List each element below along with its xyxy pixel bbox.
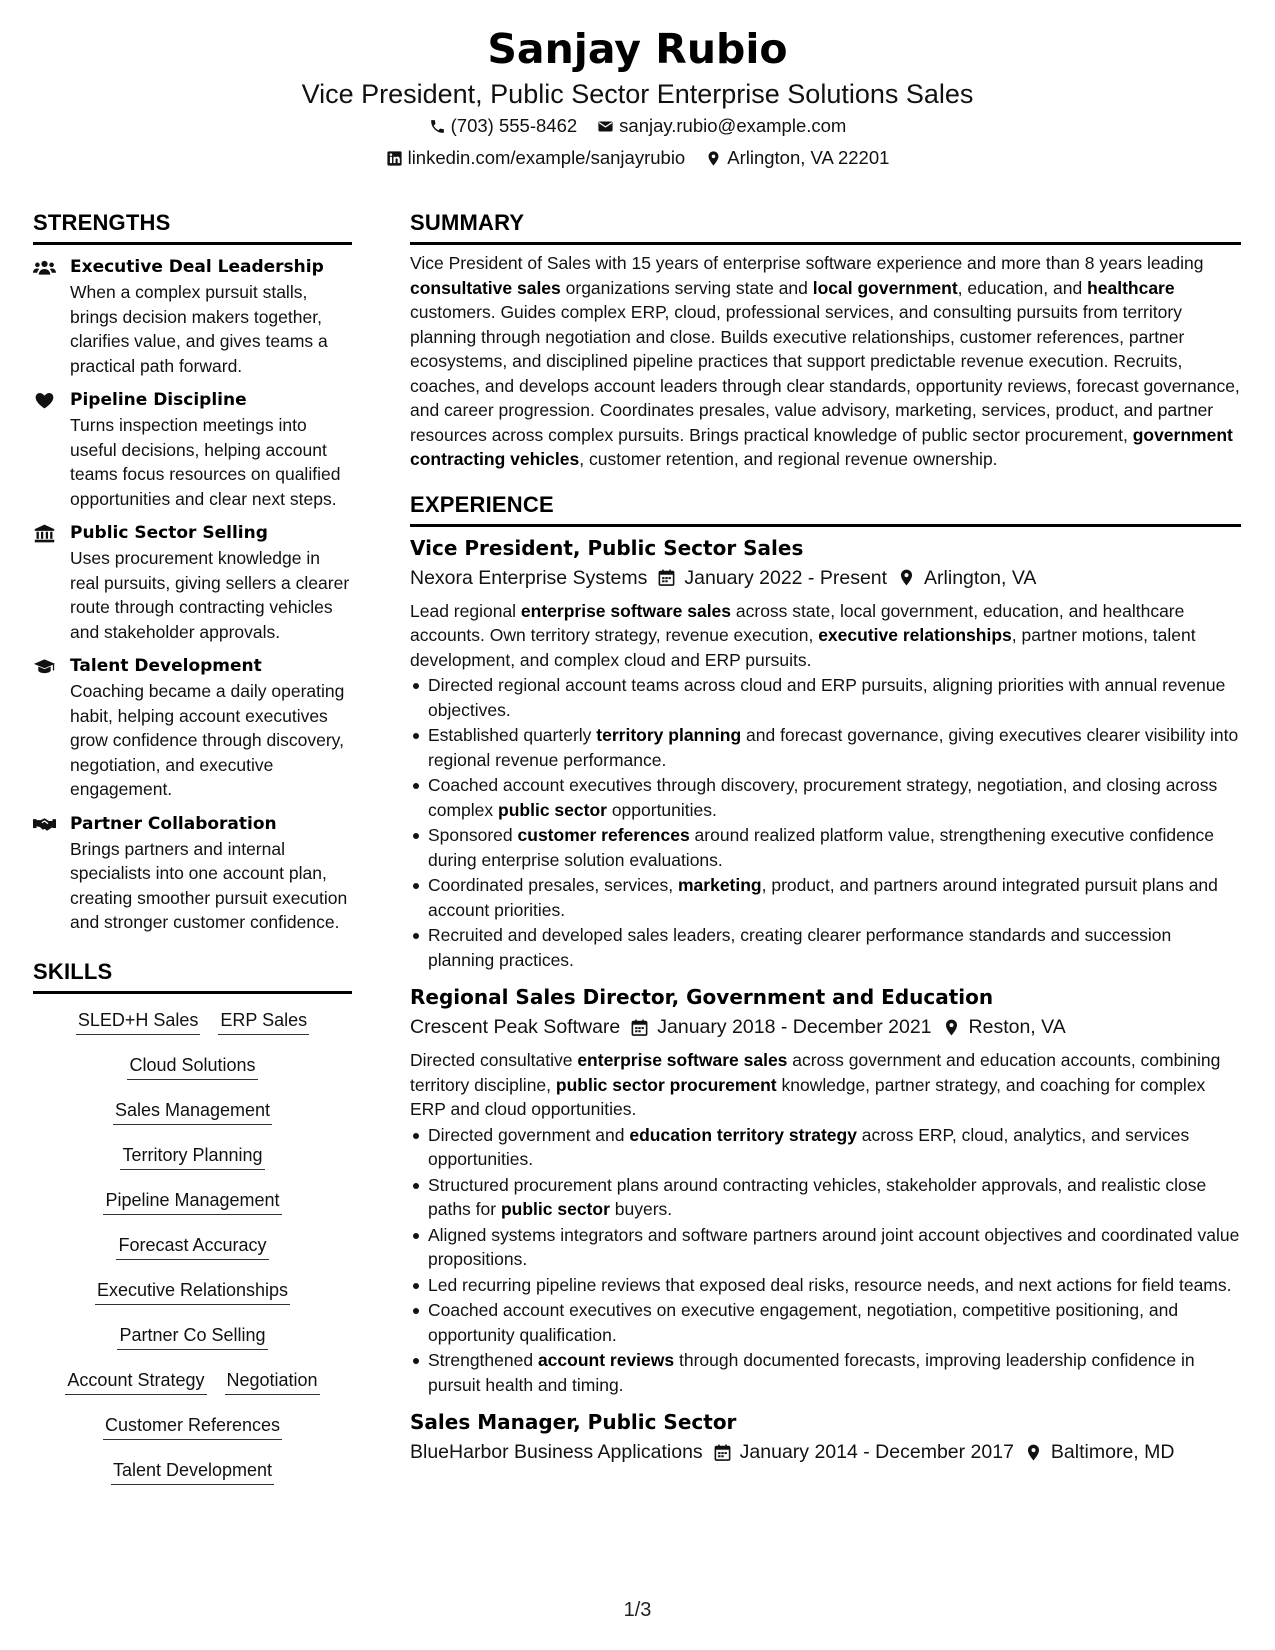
landmark-icon bbox=[33, 521, 70, 644]
text-run: Vice President of Sales with 15 years of enterprise software experience and more than 8 years leading bbox=[410, 253, 1204, 273]
job-meta bbox=[410, 563, 1241, 593]
text-run: across government and education accounts, combining territory discipline, bbox=[410, 1050, 1221, 1095]
strengths-heading: STRENGTHS bbox=[33, 206, 352, 245]
skill-row bbox=[33, 1053, 352, 1098]
job-dates-wrap bbox=[713, 1437, 1014, 1467]
map-pin-icon bbox=[705, 150, 722, 167]
bullet-item bbox=[410, 723, 1241, 772]
strength-desc: When a complex pursuit stalls, brings decision makers together, clarifies value, and gives teams a practical path forward. bbox=[70, 282, 328, 376]
text-run: , education, and bbox=[957, 277, 1088, 298]
skill-tag: Partner Co Selling bbox=[117, 1323, 267, 1350]
text-run: Established quarterly bbox=[428, 725, 597, 745]
job-location-wrap bbox=[897, 563, 1036, 593]
text-run: Lead regional bbox=[410, 600, 521, 621]
text-run: , product, and partners around integrated pursuit plans and account priorities. bbox=[428, 875, 1218, 920]
contact-linkedin[interactable] bbox=[386, 142, 686, 174]
skill-tag: Account Strategy bbox=[65, 1368, 206, 1395]
linkedin-text: linkedin.com/example/sanjayrubio bbox=[407, 147, 686, 168]
skill-row bbox=[33, 1188, 352, 1233]
skill-tag: Territory Planning bbox=[120, 1143, 264, 1170]
text-run: opportunities. bbox=[606, 799, 717, 820]
left-column bbox=[33, 206, 352, 1503]
text-run: through documented forecasts, improving leadership confidence in pursuit health and timing. bbox=[428, 1350, 1195, 1395]
contact-row-2 bbox=[0, 142, 1275, 174]
text-run: customers. Guides complex ERP, cloud, professional services, and consulting pursuits from territory planning through negotiation and close. Builds executive relationships, customer references, partner ecosystems, and disciplined pipeline practices that support predictable revenue execution. Recruits, coaches, and develops account leaders through clear standards, opportunity reviews, forecast governance, and career progression. Coordinates presales, value advisory, marketing, services, product, and partner resources across complex pursuits. Brings practical knowledge of public sector procurement, bbox=[410, 302, 1240, 445]
job-dates: January 2022 - Present bbox=[684, 566, 888, 589]
job-entry bbox=[410, 533, 1241, 973]
bold-phrase: healthcare bbox=[1087, 277, 1175, 298]
strength-desc: Brings partners and internal specialists into one account plan, creating smoother pursuit execution and stronger customer confidence. bbox=[70, 838, 348, 932]
job-meta bbox=[410, 1437, 1241, 1467]
calendar-icon bbox=[630, 1018, 649, 1037]
strength-title: Pipeline Discipline bbox=[70, 390, 247, 410]
skill-tag: Forecast Accuracy bbox=[116, 1233, 268, 1260]
text-run: Coached account executives on executive engagement, negotiation, competitive positioning, and opportunity qualification. bbox=[428, 1300, 1179, 1345]
bold-phrase: public sector bbox=[500, 1199, 610, 1219]
text-run: Directed regional account teams across cloud and ERP pursuits, aligning priorities with annual revenue objectives. bbox=[428, 675, 1226, 720]
envelope-icon bbox=[597, 118, 614, 135]
bullet-item bbox=[410, 1298, 1241, 1347]
calendar-icon bbox=[713, 1443, 732, 1462]
skill-row bbox=[33, 1008, 352, 1053]
text-run: knowledge, partner strategy, and coaching for complex ERP and cloud opportunities. bbox=[410, 1074, 1206, 1119]
resume-header bbox=[0, 20, 1275, 174]
job-company: Nexora Enterprise Systems bbox=[410, 566, 648, 589]
bullet-item bbox=[410, 1173, 1241, 1222]
job-title: Sales Manager, Public Sector bbox=[410, 1410, 737, 1434]
skill-row bbox=[33, 1098, 352, 1143]
job-meta bbox=[410, 1012, 1241, 1042]
job-location: Baltimore, MD bbox=[1050, 1441, 1175, 1463]
job-dates-wrap bbox=[657, 563, 887, 593]
text-run: , partner motions, talent development, and complex cloud and ERP pursuits. bbox=[410, 625, 1196, 670]
text-run: Coached account executives through discovery, procurement strategy, negotiation, and closing across complex bbox=[428, 775, 1218, 820]
candidate-headline: Vice President, Public Sector Enterprise Solutions Sales bbox=[301, 79, 974, 109]
text-run: Structured procurement plans around contracting vehicles, stakeholder approvals, and realistic close paths for bbox=[428, 1174, 1207, 1219]
graduation-cap-icon bbox=[33, 654, 70, 802]
text-run: across ERP, cloud, analytics, and services opportunities. bbox=[428, 1124, 1190, 1169]
contact-phone[interactable] bbox=[429, 110, 578, 142]
text-run: Directed government and bbox=[428, 1124, 630, 1145]
text-run: Recruited and developed sales leaders, creating clearer performance standards and succession planning practices. bbox=[428, 925, 1172, 970]
location-text: Arlington, VA 22201 bbox=[727, 147, 890, 168]
phone-text: (703) 555-8462 bbox=[450, 115, 578, 136]
text-run: , customer retention, and regional revenue ownership. bbox=[579, 449, 998, 469]
bullet-item bbox=[410, 1223, 1241, 1272]
experience-heading: EXPERIENCE bbox=[410, 488, 1241, 527]
bold-phrase: consultative sales bbox=[410, 277, 561, 298]
text-run: Coordinated presales, services, bbox=[428, 875, 678, 895]
job-title: Regional Sales Director, Government and Education bbox=[410, 985, 994, 1009]
strength-item bbox=[33, 654, 352, 802]
heart-icon bbox=[33, 388, 70, 511]
bullet-item bbox=[410, 1273, 1241, 1298]
job-location-wrap bbox=[942, 1012, 1066, 1042]
page-number: 1/3 bbox=[623, 1599, 652, 1621]
contact-row-1 bbox=[0, 110, 1275, 142]
bold-phrase: customer references bbox=[517, 825, 690, 845]
bullet-item bbox=[410, 1123, 1241, 1172]
skill-tag: Negotiation bbox=[225, 1368, 320, 1395]
bold-phrase: territory planning bbox=[596, 725, 742, 745]
job-dates: January 2014 - December 2017 bbox=[739, 1441, 1014, 1463]
job-company: Crescent Peak Software bbox=[410, 1016, 621, 1038]
bold-phrase: marketing bbox=[677, 875, 762, 895]
map-pin-icon bbox=[942, 1018, 961, 1037]
job-location: Reston, VA bbox=[968, 1016, 1066, 1038]
job-location-wrap bbox=[1024, 1437, 1175, 1467]
skill-row bbox=[33, 1458, 352, 1503]
job-company: BlueHarbor Business Applications bbox=[410, 1441, 703, 1463]
job-description bbox=[410, 599, 1241, 673]
skill-row bbox=[33, 1143, 352, 1188]
bullet-item bbox=[410, 823, 1241, 872]
bullet-item bbox=[410, 673, 1241, 722]
skill-row bbox=[33, 1323, 352, 1368]
contact-email[interactable] bbox=[597, 110, 846, 142]
handshake-icon bbox=[33, 812, 70, 935]
bold-phrase: government contracting vehicles bbox=[410, 424, 1233, 469]
skill-tag: Customer References bbox=[103, 1413, 282, 1440]
bold-phrase: public sector procurement bbox=[555, 1074, 777, 1095]
text-run: and forecast governance, giving executives clearer visibility into regional revenue performance. bbox=[428, 725, 1239, 770]
text-run: organizations serving state and bbox=[560, 277, 813, 298]
skill-tag: ERP Sales bbox=[218, 1008, 309, 1035]
text-run: Led recurring pipeline reviews that exposed deal risks, resource needs, and next actions for field teams. bbox=[428, 1274, 1232, 1295]
calendar-icon bbox=[657, 568, 676, 587]
text-run: across state, local government, education, and healthcare accounts. Own territory strategy, revenue execution, bbox=[410, 600, 1185, 645]
strength-item bbox=[33, 255, 352, 378]
strength-item bbox=[33, 812, 352, 935]
bold-phrase: account reviews bbox=[537, 1350, 675, 1370]
bold-phrase: public sector bbox=[498, 799, 607, 820]
bold-phrase: executive relationships bbox=[818, 625, 1012, 645]
map-pin-icon bbox=[897, 568, 916, 587]
strength-desc: Turns inspection meetings into useful decisions, helping account teams focus resources on qualified opportunities and clear next steps. bbox=[70, 415, 341, 509]
strength-title: Partner Collaboration bbox=[70, 813, 277, 834]
bold-phrase: enterprise software sales bbox=[520, 600, 732, 621]
strength-item bbox=[33, 521, 352, 644]
job-entry bbox=[410, 982, 1241, 1397]
bullet-item bbox=[410, 1348, 1241, 1397]
job-dates: January 2018 - December 2021 bbox=[657, 1016, 932, 1038]
skill-row bbox=[33, 1368, 352, 1413]
phone-icon bbox=[429, 118, 446, 135]
job-location: Arlington, VA bbox=[924, 566, 1037, 589]
job-bullets bbox=[410, 1123, 1241, 1398]
skills-heading: SKILLS bbox=[33, 955, 352, 994]
skill-row bbox=[33, 1278, 352, 1323]
contact-location bbox=[705, 142, 889, 174]
text-run: Strengthened bbox=[428, 1350, 538, 1370]
strength-title: Talent Development bbox=[70, 656, 262, 676]
text-run: buyers. bbox=[609, 1199, 673, 1219]
linkedin-icon bbox=[386, 150, 403, 167]
bold-phrase: enterprise software sales bbox=[577, 1050, 788, 1070]
text-run: Sponsored bbox=[428, 825, 518, 845]
skill-tag: SLED+H Sales bbox=[76, 1008, 201, 1035]
skill-row bbox=[33, 1233, 352, 1278]
skill-tag: Sales Management bbox=[113, 1098, 272, 1125]
email-text: sanjay.rubio@example.com bbox=[619, 115, 847, 136]
summary-text bbox=[410, 251, 1241, 472]
bold-phrase: education territory strategy bbox=[629, 1124, 857, 1145]
bullet-item bbox=[410, 923, 1241, 972]
strength-desc: Coaching became a daily operating habit, helping account executives grow confidence through discovery, negotiation, and executive engagement. bbox=[70, 681, 345, 799]
users-icon bbox=[33, 255, 70, 378]
skill-tag: Cloud Solutions bbox=[127, 1053, 257, 1080]
strength-title: Executive Deal Leadership bbox=[70, 257, 324, 277]
strength-title: Public Sector Selling bbox=[70, 523, 268, 543]
job-bullets bbox=[410, 673, 1241, 972]
right-column bbox=[410, 206, 1241, 1467]
job-title: Vice President, Public Sector Sales bbox=[410, 535, 804, 560]
bold-phrase: local government bbox=[812, 277, 958, 298]
text-run: around realized platform value, strengthening executive confidence during enterprise solution evaluations. bbox=[428, 825, 1215, 870]
strength-item bbox=[33, 388, 352, 511]
text-run: Aligned systems integrators and software partners around joint account objectives and coordinated value propositions. bbox=[428, 1224, 1240, 1269]
bullet-item bbox=[410, 773, 1241, 822]
skill-tag: Talent Development bbox=[111, 1458, 274, 1485]
summary-heading: SUMMARY bbox=[410, 206, 1241, 245]
job-description bbox=[410, 1048, 1241, 1122]
strength-desc: Uses procurement knowledge in real pursuits, giving sellers a clearer route through contracting vehicles and stakeholder approvals. bbox=[70, 548, 350, 642]
candidate-name: Sanjay Rubio bbox=[487, 25, 788, 73]
text-run: Directed consultative bbox=[410, 1050, 578, 1070]
skill-row bbox=[33, 1413, 352, 1458]
bullet-item bbox=[410, 873, 1241, 922]
skill-tag: Pipeline Management bbox=[103, 1188, 281, 1215]
job-entry bbox=[410, 1407, 1241, 1467]
map-pin-icon bbox=[1024, 1443, 1043, 1462]
skill-tag: Executive Relationships bbox=[95, 1278, 290, 1305]
skills-list bbox=[33, 1008, 352, 1503]
job-dates-wrap bbox=[630, 1012, 931, 1042]
